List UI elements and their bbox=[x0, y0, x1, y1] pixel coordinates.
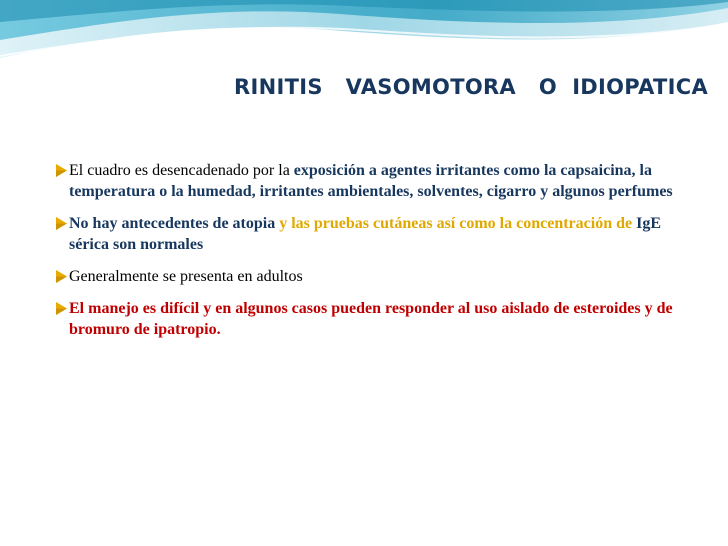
bullet-list bbox=[12, 160, 704, 351]
arrow-bullet-icon bbox=[56, 164, 67, 177]
arrow-bullet-icon bbox=[56, 302, 67, 315]
bullet-text-segment: No hay antecedentes de atopia bbox=[69, 215, 280, 232]
bullet-item bbox=[12, 298, 704, 340]
arrow-bullet-icon bbox=[56, 270, 67, 283]
header-wave-decoration bbox=[0, 0, 728, 66]
bullet-item bbox=[12, 266, 704, 287]
bullet-item bbox=[12, 213, 704, 255]
bullet-text-segment: Generalmente se presenta en adultos bbox=[69, 268, 303, 285]
arrow-bullet-icon bbox=[56, 217, 67, 230]
bullet-text-segment: y las pruebas cutáneas así como la concentración de bbox=[279, 215, 637, 232]
bullet-text-segment: El manejo es difícil y en algunos casos pueden responder al uso aislado de esteroides y de bromuro de ipatropio. bbox=[69, 300, 673, 338]
bullet-text-segment: El cuadro es desencadenado por la bbox=[69, 162, 294, 179]
bullet-text-segment: IgE sérica son normales bbox=[69, 215, 661, 253]
bullet-text-segment: exposición a agentes irritantes como la capsaicina, la temperatura o la humedad, irritantes ambientales, solventes, cigarro y algunos perfumes bbox=[69, 162, 673, 200]
slide-title: RINITIS VASOMOTORA O IDIOPATICA bbox=[234, 75, 708, 99]
bullet-item bbox=[12, 160, 704, 202]
